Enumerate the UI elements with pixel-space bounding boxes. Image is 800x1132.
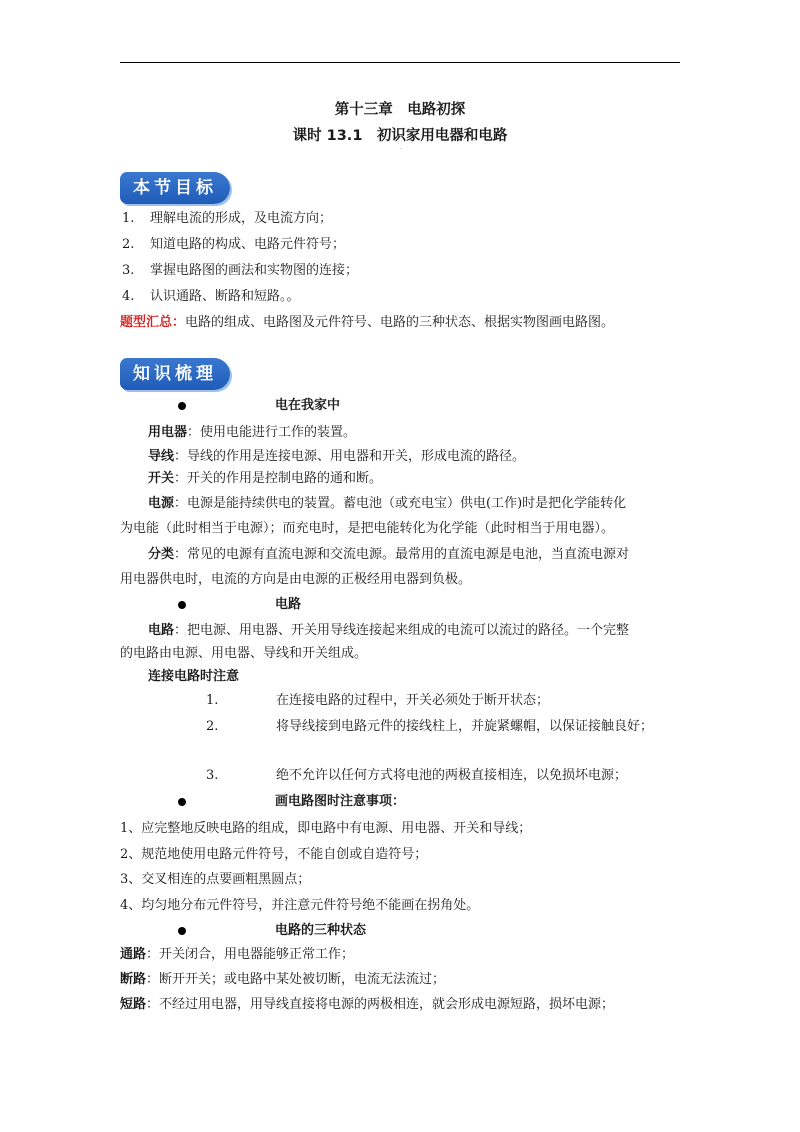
- term: 用电器: [148, 425, 188, 440]
- bullet-icon: [178, 402, 186, 410]
- term: 短路: [120, 997, 147, 1012]
- goal-item: 掌握电路图的画法和实物图的连接；: [150, 263, 359, 278]
- note-item: 绝不允许以任何方式将电池的两极直接相连，以免损坏电源；: [276, 768, 628, 783]
- summary-text: 电路的组成、电路图及元件符号、电路的三种状态、根据实物图画电路图。: [185, 315, 615, 330]
- section-heading: 电路的三种状态: [275, 923, 367, 938]
- state-line: [120, 946, 354, 964]
- definition: ：开关的作用是控制电路的通和断。: [174, 471, 383, 486]
- lesson-title: 课时 13.1 初识家用电器和电路: [292, 128, 508, 144]
- note-num: 2.: [206, 719, 219, 734]
- summary-line: [120, 314, 614, 332]
- term: 开关: [148, 471, 175, 486]
- drawing-rule: 3、交叉相连的点要画粗黑圆点；: [120, 872, 311, 887]
- term: 断路: [120, 972, 147, 987]
- goal-num: 2.: [122, 237, 135, 252]
- power-line-1: [148, 495, 626, 513]
- class-line-2: 用电器供电时，电流的方向是由电源的正极经用电器到负极。: [120, 572, 472, 587]
- drawing-rule: 1、应完整地反映电路的组成，即电路中有电源、用电器、开关和导线；: [120, 821, 532, 836]
- term: 电源: [148, 496, 175, 511]
- circuit-line-2: 的电路由电源、用电器、导线和开关组成。: [120, 646, 368, 661]
- goal-item: 理解电流的形成，及电流方向；: [150, 211, 333, 226]
- definition: ：导线的作用是连接电源、用电器和开关，形成电流的路径。: [174, 449, 526, 464]
- definition: ：电源是能持续供电的装置。蓄电池（或充电宝）供电(工作)时是把化学能转化: [174, 496, 627, 511]
- knowledge-badge-label: 知识梳理: [133, 364, 217, 384]
- note-num: 3.: [206, 768, 219, 783]
- section-heading: 画电路图时注意事项：: [275, 794, 406, 809]
- goals-badge: [120, 172, 230, 204]
- goal-item: 认识通路、断路和短路。。: [150, 289, 300, 304]
- definition-line: [148, 470, 382, 488]
- term: 分类: [148, 547, 175, 562]
- definition: ：开关闭合，用电器能够正常工作；: [146, 947, 355, 962]
- goal-num: 3.: [122, 263, 135, 278]
- note-item: 将导线接到电路元件的接线柱上，并旋紧螺帽，以保证接触良好；: [276, 719, 654, 734]
- goal-item: 知道电路的构成、电路元件符号；: [150, 237, 346, 252]
- notes-heading: 连接电路时注意: [148, 669, 240, 684]
- definition-line: [148, 448, 525, 466]
- goal-num: 1.: [122, 211, 135, 226]
- power-line-2: 为电能（此时相当于电源）；而充电时，是把电能转化为化学能（此时相当于用电器）。: [120, 521, 615, 536]
- circuit-line-1: [148, 622, 629, 640]
- bullet-icon: [178, 798, 186, 806]
- drawing-rule: 2、规范地使用电路元件符号，不能自创或自造符号；: [120, 847, 428, 862]
- note-num: 1.: [206, 693, 219, 708]
- drawing-rule: 4、均匀地分布元件符号，并注意元件符号绝不能画在拐角处。: [120, 898, 480, 913]
- section-heading: 电路: [275, 597, 302, 612]
- summary-label: 题型汇总：: [120, 315, 186, 330]
- goal-num: 4.: [122, 289, 135, 304]
- class-line-1: [148, 546, 629, 564]
- top-rule: [120, 62, 680, 63]
- definition: ：断开开关；或电路中某处被切断，电流无法流过；: [146, 972, 446, 987]
- goals-badge-label: 本节目标: [133, 178, 217, 198]
- section-heading: 电在我家中: [275, 398, 341, 413]
- knowledge-badge: [120, 358, 230, 390]
- term: 导线: [148, 449, 175, 464]
- stray-dot: .: [400, 144, 402, 151]
- bullet-icon: [178, 927, 186, 935]
- state-line: [120, 971, 445, 989]
- term: 电路: [148, 623, 175, 638]
- definition: ：不经过用电器，用导线直接将电源的两极相连，就会形成电源短路，损坏电源；: [146, 997, 615, 1012]
- definition: ：把电源、用电器、开关用导线连接起来组成的电流可以流过的路径。一个完整: [174, 623, 630, 638]
- chapter-title: 第十三章 电路初探: [334, 102, 466, 118]
- bullet-icon: [178, 601, 186, 609]
- definition: ：常见的电源有直流电源和交流电源。最常用的直流电源是电池，当直流电源对: [174, 547, 630, 562]
- term: 通路: [120, 947, 147, 962]
- definition-line: [148, 424, 356, 442]
- state-line: [120, 996, 614, 1014]
- definition: ：使用电能进行工作的装置。: [187, 425, 357, 440]
- note-item: 在连接电路的过程中，开关必须处于断开状态；: [276, 693, 550, 708]
